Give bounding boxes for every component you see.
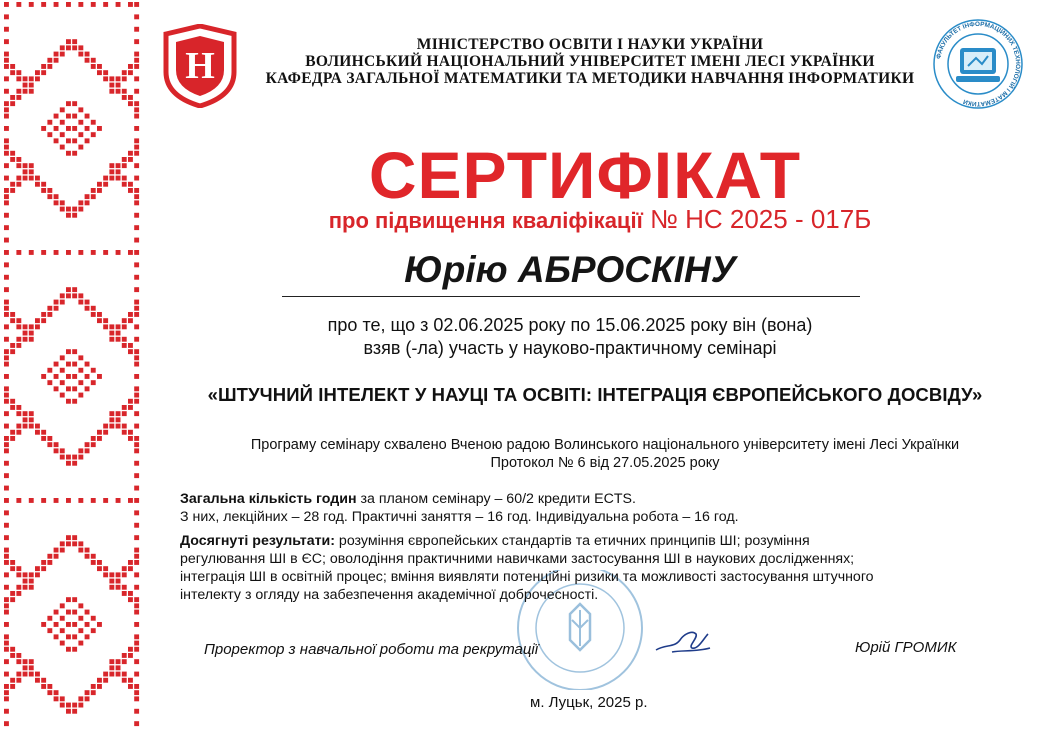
city-year: м. Луцьк, 2025 р. — [530, 694, 648, 711]
results-block — [180, 532, 1030, 604]
header-department: КАФЕДРА ЗАГАЛЬНОЇ МАТЕМАТИКИ ТА МЕТОДИКИ НАВЧАННЯ ІНФОРМАТИКИ — [265, 70, 915, 87]
certificate-title: СЕРТИФІКАТ — [368, 138, 802, 212]
participation-dates: про те, що з 02.06.2025 року по 15.06.2025 року він (вона) — [327, 315, 813, 335]
hours-label: Загальна кількість годин — [180, 491, 357, 507]
hours-value: за планом семінару – 60/2 кредити ECTS. — [356, 491, 636, 507]
embroidery-ornament — [0, 0, 150, 741]
signatory-role: Проректор з навчальної роботи та рекрутації — [204, 641, 539, 658]
results-text-3: інтеграція ШІ в освітній процес; вміння виявляти потенційні ризики та можливості застосування штучного — [180, 569, 874, 585]
signatory-name: Юрій ГРОМИК — [855, 639, 957, 656]
certificate-number: № НС 2025 - 017Б — [649, 204, 872, 234]
protocol-text: Протокол № 6 від 27.05.2025 року — [490, 455, 720, 471]
header-ministry: МІНІСТЕРСТВО ОСВІТИ І НАУКИ УКРАЇНИ — [416, 36, 764, 53]
certificate-subtitle — [200, 204, 1000, 236]
recipient-name: Юрію АБРОСКІНУ — [404, 249, 736, 290]
approval-text: Програму семінару схвалено Вченою радою Волинського національного університету імені Лесі Українки — [250, 437, 960, 453]
handwritten-signature — [652, 626, 712, 658]
results-line — [180, 532, 1030, 550]
university-logo — [160, 24, 240, 108]
subtitle-label: про підвищення кваліфікації — [328, 208, 643, 233]
svg-text:Н: Н — [185, 45, 215, 87]
faculty-logo — [932, 18, 1024, 110]
results-label: Досягнуті результати: — [180, 533, 335, 549]
faculty-logo-ring-text: ФАКУЛЬТЕТ ІНФОРМАЦІЙНИХ ТЕХНОЛОГІЙ І МАТЕМАТИКИ — [935, 20, 1022, 108]
seminar-title: «ШТУЧНИЙ ІНТЕЛЕКТ У НАУЦІ ТА ОСВІТІ: ІНТЕГРАЦІЯ ЄВРОПЕЙСЬКОГО ДОСВІДУ» — [207, 384, 983, 405]
results-text-4: інтелекту з огляду на забезпечення академічної доброчесності. — [180, 587, 599, 603]
hours-line — [180, 490, 1030, 508]
results-text-2: регулювання ШІ в ЄС; оволодіння практичними навичками застосування ШІ в наукових дослідженнях; — [180, 551, 855, 567]
header-university: ВОЛИНСЬКИЙ НАЦІОНАЛЬНИЙ УНІВЕРСИТЕТ ІМЕНІ ЛЕСІ УКРАЇНКИ — [305, 53, 875, 70]
recipient-underline — [282, 296, 860, 297]
results-text-1: розуміння європейських стандартів та етичних принципів ШІ; розуміння — [334, 533, 810, 549]
participation-text: взяв (-ла) участь у науково-практичному семінарі — [363, 338, 777, 358]
hours-detail: З них, лекційних – 28 год. Практичні заняття – 16 год. Індивідуальна робота – 16 год. — [180, 509, 739, 525]
hours-block — [180, 490, 1030, 526]
